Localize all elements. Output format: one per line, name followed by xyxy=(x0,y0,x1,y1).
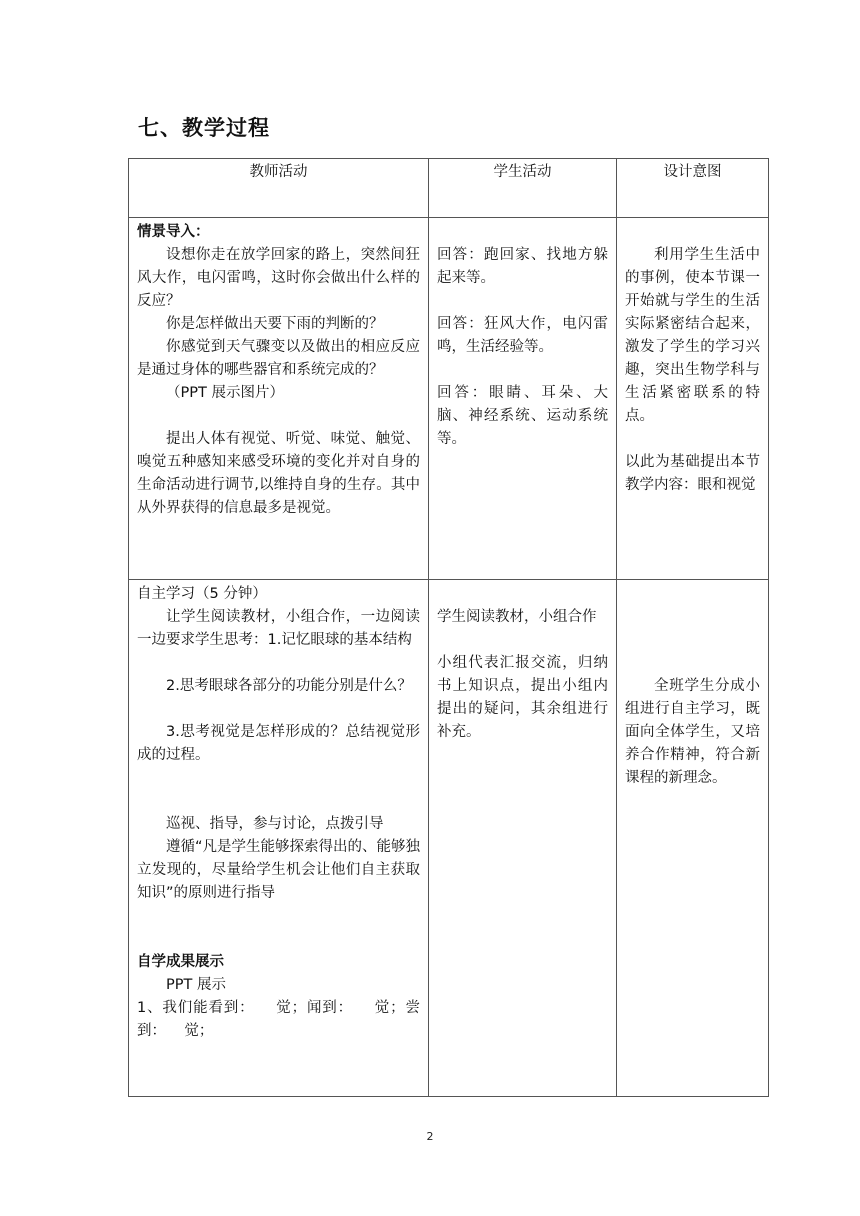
student-answer: 学生阅读教材，小组合作 xyxy=(437,609,597,625)
table-row-introduction xyxy=(129,218,769,580)
header-student-activity: 学生活动 xyxy=(429,159,617,218)
student-answer: 回答：眼睛、耳朵、大脑、神经系统、运动系统等。 xyxy=(437,385,608,447)
table-header-row xyxy=(129,159,769,218)
design-intent-cell xyxy=(617,218,769,580)
design-paragraph: 全班学生分成小组进行自主学习，既面向全体学生，又培养合作精神，符合新课程的新理念。 xyxy=(625,678,760,786)
teacher-paragraph: 3.思考视觉是怎样形成的？总结视觉形成的过程。 xyxy=(137,724,420,763)
table-row-self-study xyxy=(129,580,769,1097)
student-answer: 回答：狂风大作，电闪雷鸣，生活经验等。 xyxy=(437,316,608,355)
teacher-paragraph: 巡视、指导，参与讨论，点拨引导 xyxy=(166,816,384,832)
teacher-paragraph: 设想你走在放学回家的路上，突然间狂风大作，电闪雷鸣，这时你会做出什么样的反应？ xyxy=(137,247,420,309)
teacher-activity-cell xyxy=(129,580,429,1097)
teacher-paragraph: 遵循“凡是学生能够探索得出的、能够独立发现的，尽量给学生机会让他们自主获取知识”的原则进行指导 xyxy=(137,839,421,901)
section-title-results: 自学成果展示 xyxy=(137,954,224,970)
teacher-paragraph: 提出人体有视觉、听觉、味觉、触觉、嗅觉五种感知来感受环境的变化并对自身的生命活动进行调节,以维持自身的生存。其中从外界获得的信息最多是视觉。 xyxy=(137,431,420,516)
header-design-intent: 设计意图 xyxy=(617,159,769,218)
teacher-paragraph: 你是怎样做出天要下雨的判断的？ xyxy=(166,316,384,332)
design-paragraph: 利用学生生活中的事例，使本节课一开始就与学生的生活实际紧密结合起来，激发了学生的学习兴趣，突出生物学科与生活紧密联系的特点。 xyxy=(625,247,760,424)
teacher-activity-cell xyxy=(129,218,429,580)
teacher-paragraph: PPT 展示 xyxy=(166,977,226,993)
teacher-paragraph: （PPT 展示图片） xyxy=(166,385,284,401)
design-intent-cell xyxy=(617,580,769,1097)
student-answer: 小组代表汇报交流，归纳书上知识点，提出小组内提出的疑问，其余组进行补充。 xyxy=(437,655,608,740)
teaching-process-table xyxy=(128,158,769,1097)
student-activity-cell xyxy=(429,218,617,580)
page-number: 2 xyxy=(426,1130,434,1143)
design-paragraph: 以此为基础提出本节教学内容：眼和视觉 xyxy=(625,454,760,493)
section-title-self-study: 自主学习（5 分钟） xyxy=(137,586,267,602)
header-teacher-activity: 教师活动 xyxy=(129,159,429,218)
page-heading: 七、教学过程 xyxy=(138,116,270,140)
teacher-paragraph: 你感觉到天气骤变以及做出的相应反应是通过身体的哪些器官和系统完成的？ xyxy=(137,339,420,378)
teacher-paragraph: 2.思考眼球各部分的功能分别是什么？ xyxy=(166,678,412,694)
teacher-paragraph: 1、我们能看到： 觉；闻到： 觉；尝到： 觉； xyxy=(137,1000,420,1039)
student-activity-cell xyxy=(429,580,617,1097)
student-answer: 回答：跑回家、找地方躲起来等。 xyxy=(437,247,608,286)
teacher-paragraph: 让学生阅读教材，小组合作，一边阅读一边要求学生思考：1.记忆眼球的基本结构 xyxy=(137,609,420,648)
section-title-introduction: 情景导入： xyxy=(137,224,210,240)
